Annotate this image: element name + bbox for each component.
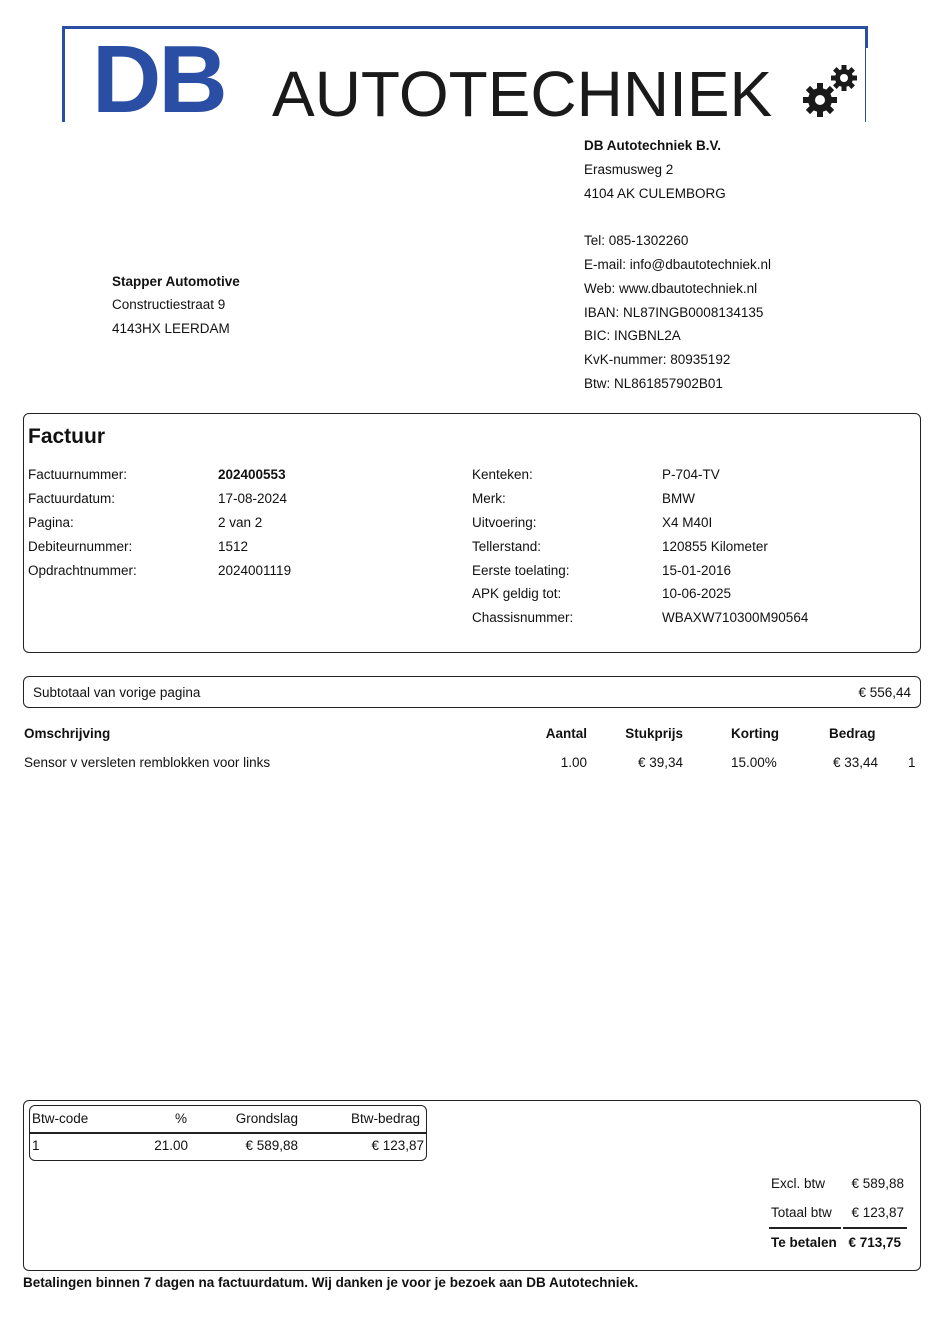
vat-row-base: € 589,88 (245, 1138, 298, 1153)
company-street: Erasmusweg 2 (584, 162, 674, 177)
payment-note: Betalingen binnen 7 dagen na factuurdatum. Wij danken je voor je bezoek aan DB Autotechniek. (23, 1275, 639, 1290)
logo-brand-long: AUTOTECHNIEK (272, 58, 773, 130)
customer-city: 4143HX LEERDAM (112, 321, 230, 336)
col-quantity-header: Aantal (545, 726, 587, 741)
odometer-label: Tellerstand: (472, 539, 542, 554)
invoice-title: Factuur (28, 425, 106, 448)
company-btw: Btw: NL861857902B01 (584, 376, 723, 391)
company-name: DB Autotechniek B.V. (584, 138, 722, 153)
order-number-label: Opdrachtnummer: (28, 563, 137, 578)
model-label: Uitvoering: (472, 515, 537, 530)
row-vat-code: 1 (908, 755, 916, 770)
amount-due-value: € 713,75 (848, 1235, 901, 1250)
apk-valid-value: 10-06-2025 (662, 586, 732, 601)
total-vat-value: € 123,87 (851, 1205, 904, 1220)
debtor-number-label: Debiteurnummer: (28, 539, 133, 554)
make-label: Merk: (472, 491, 506, 506)
page-label: Pagina: (28, 515, 74, 530)
customer-name: Stapper Automotive (112, 274, 240, 289)
amount-due-label: Te betalen (771, 1235, 837, 1250)
plate-label: Kenteken: (472, 467, 533, 482)
chassis-number-value: WBAXW710300M90564 (662, 610, 809, 625)
col-amount-header: Bedrag (829, 726, 876, 741)
company-email: E-mail: info@dbautotechniek.nl (584, 257, 772, 272)
total-vat-label: Totaal btw (771, 1205, 832, 1220)
company-iban: IBAN: NL87INGB0008134135 (584, 305, 764, 320)
subtotal-value: € 556,44 (858, 685, 911, 700)
customer-street: Constructiestraat 9 (112, 297, 226, 312)
row-unit-price: € 39,34 (637, 755, 683, 770)
order-number-value: 2024001119 (218, 563, 292, 578)
vat-row-code: 1 (32, 1138, 40, 1153)
vat-percent-header: % (174, 1111, 187, 1126)
col-description-header: Omschrijving (24, 726, 111, 741)
odometer-value: 120855 Kilometer (662, 539, 768, 554)
invoice-number-value: 202400553 (218, 467, 286, 482)
vat-code-header: Btw-code (32, 1111, 89, 1126)
invoice-date-label: Factuurdatum: (28, 491, 116, 506)
vat-amount-header: Btw-bedrag (350, 1111, 420, 1126)
logo-frame-gap (866, 48, 872, 128)
company-kvk: KvK-nummer: 80935192 (584, 352, 731, 367)
company-bic: BIC: INGBNL2A (584, 328, 681, 343)
totals-divider-left (769, 1227, 841, 1229)
vat-row-amount: € 123,87 (371, 1138, 424, 1153)
apk-valid-label: APK geldig tot: (472, 586, 562, 601)
row-amount: € 33,44 (832, 755, 878, 770)
subtotal-label: Subtotaal van vorige pagina (33, 685, 201, 700)
logo-brand-short: DB (92, 26, 225, 133)
company-web: Web: www.dbautotechniek.nl (584, 281, 758, 296)
model-value: X4 M40I (662, 515, 713, 530)
excl-vat-label: Excl. btw (771, 1176, 826, 1191)
invoice-number-label: Factuurnummer: (28, 467, 128, 482)
first-registration-value: 15-01-2016 (662, 563, 732, 578)
page-value: 2 van 2 (218, 515, 263, 530)
company-city: 4104 AK CULEMBORG (584, 186, 726, 201)
row-description: Sensor v versleten remblokken voor links (24, 755, 271, 770)
totals-divider-right (843, 1227, 907, 1229)
vat-row-percent: 21.00 (154, 1138, 188, 1153)
excl-vat-value: € 589,88 (851, 1176, 904, 1191)
col-discount-header: Korting (731, 726, 779, 741)
debtor-number-value: 1512 (218, 539, 249, 554)
plate-value: P-704-TV (662, 467, 720, 482)
vat-table-header-divider (29, 1132, 427, 1134)
col-unit-price-header: Stukprijs (625, 726, 683, 741)
row-quantity: 1.00 (560, 755, 587, 770)
invoice-date-value: 17-08-2024 (218, 491, 288, 506)
vat-base-header: Grondslag (235, 1111, 298, 1126)
gears-icon (800, 62, 862, 122)
row-discount: 15.00% (731, 755, 777, 770)
chassis-number-label: Chassisnummer: (472, 610, 574, 625)
make-value: BMW (662, 491, 695, 506)
company-tel: Tel: 085-1302260 (584, 233, 689, 248)
first-registration-label: Eerste toelating: (472, 563, 570, 578)
